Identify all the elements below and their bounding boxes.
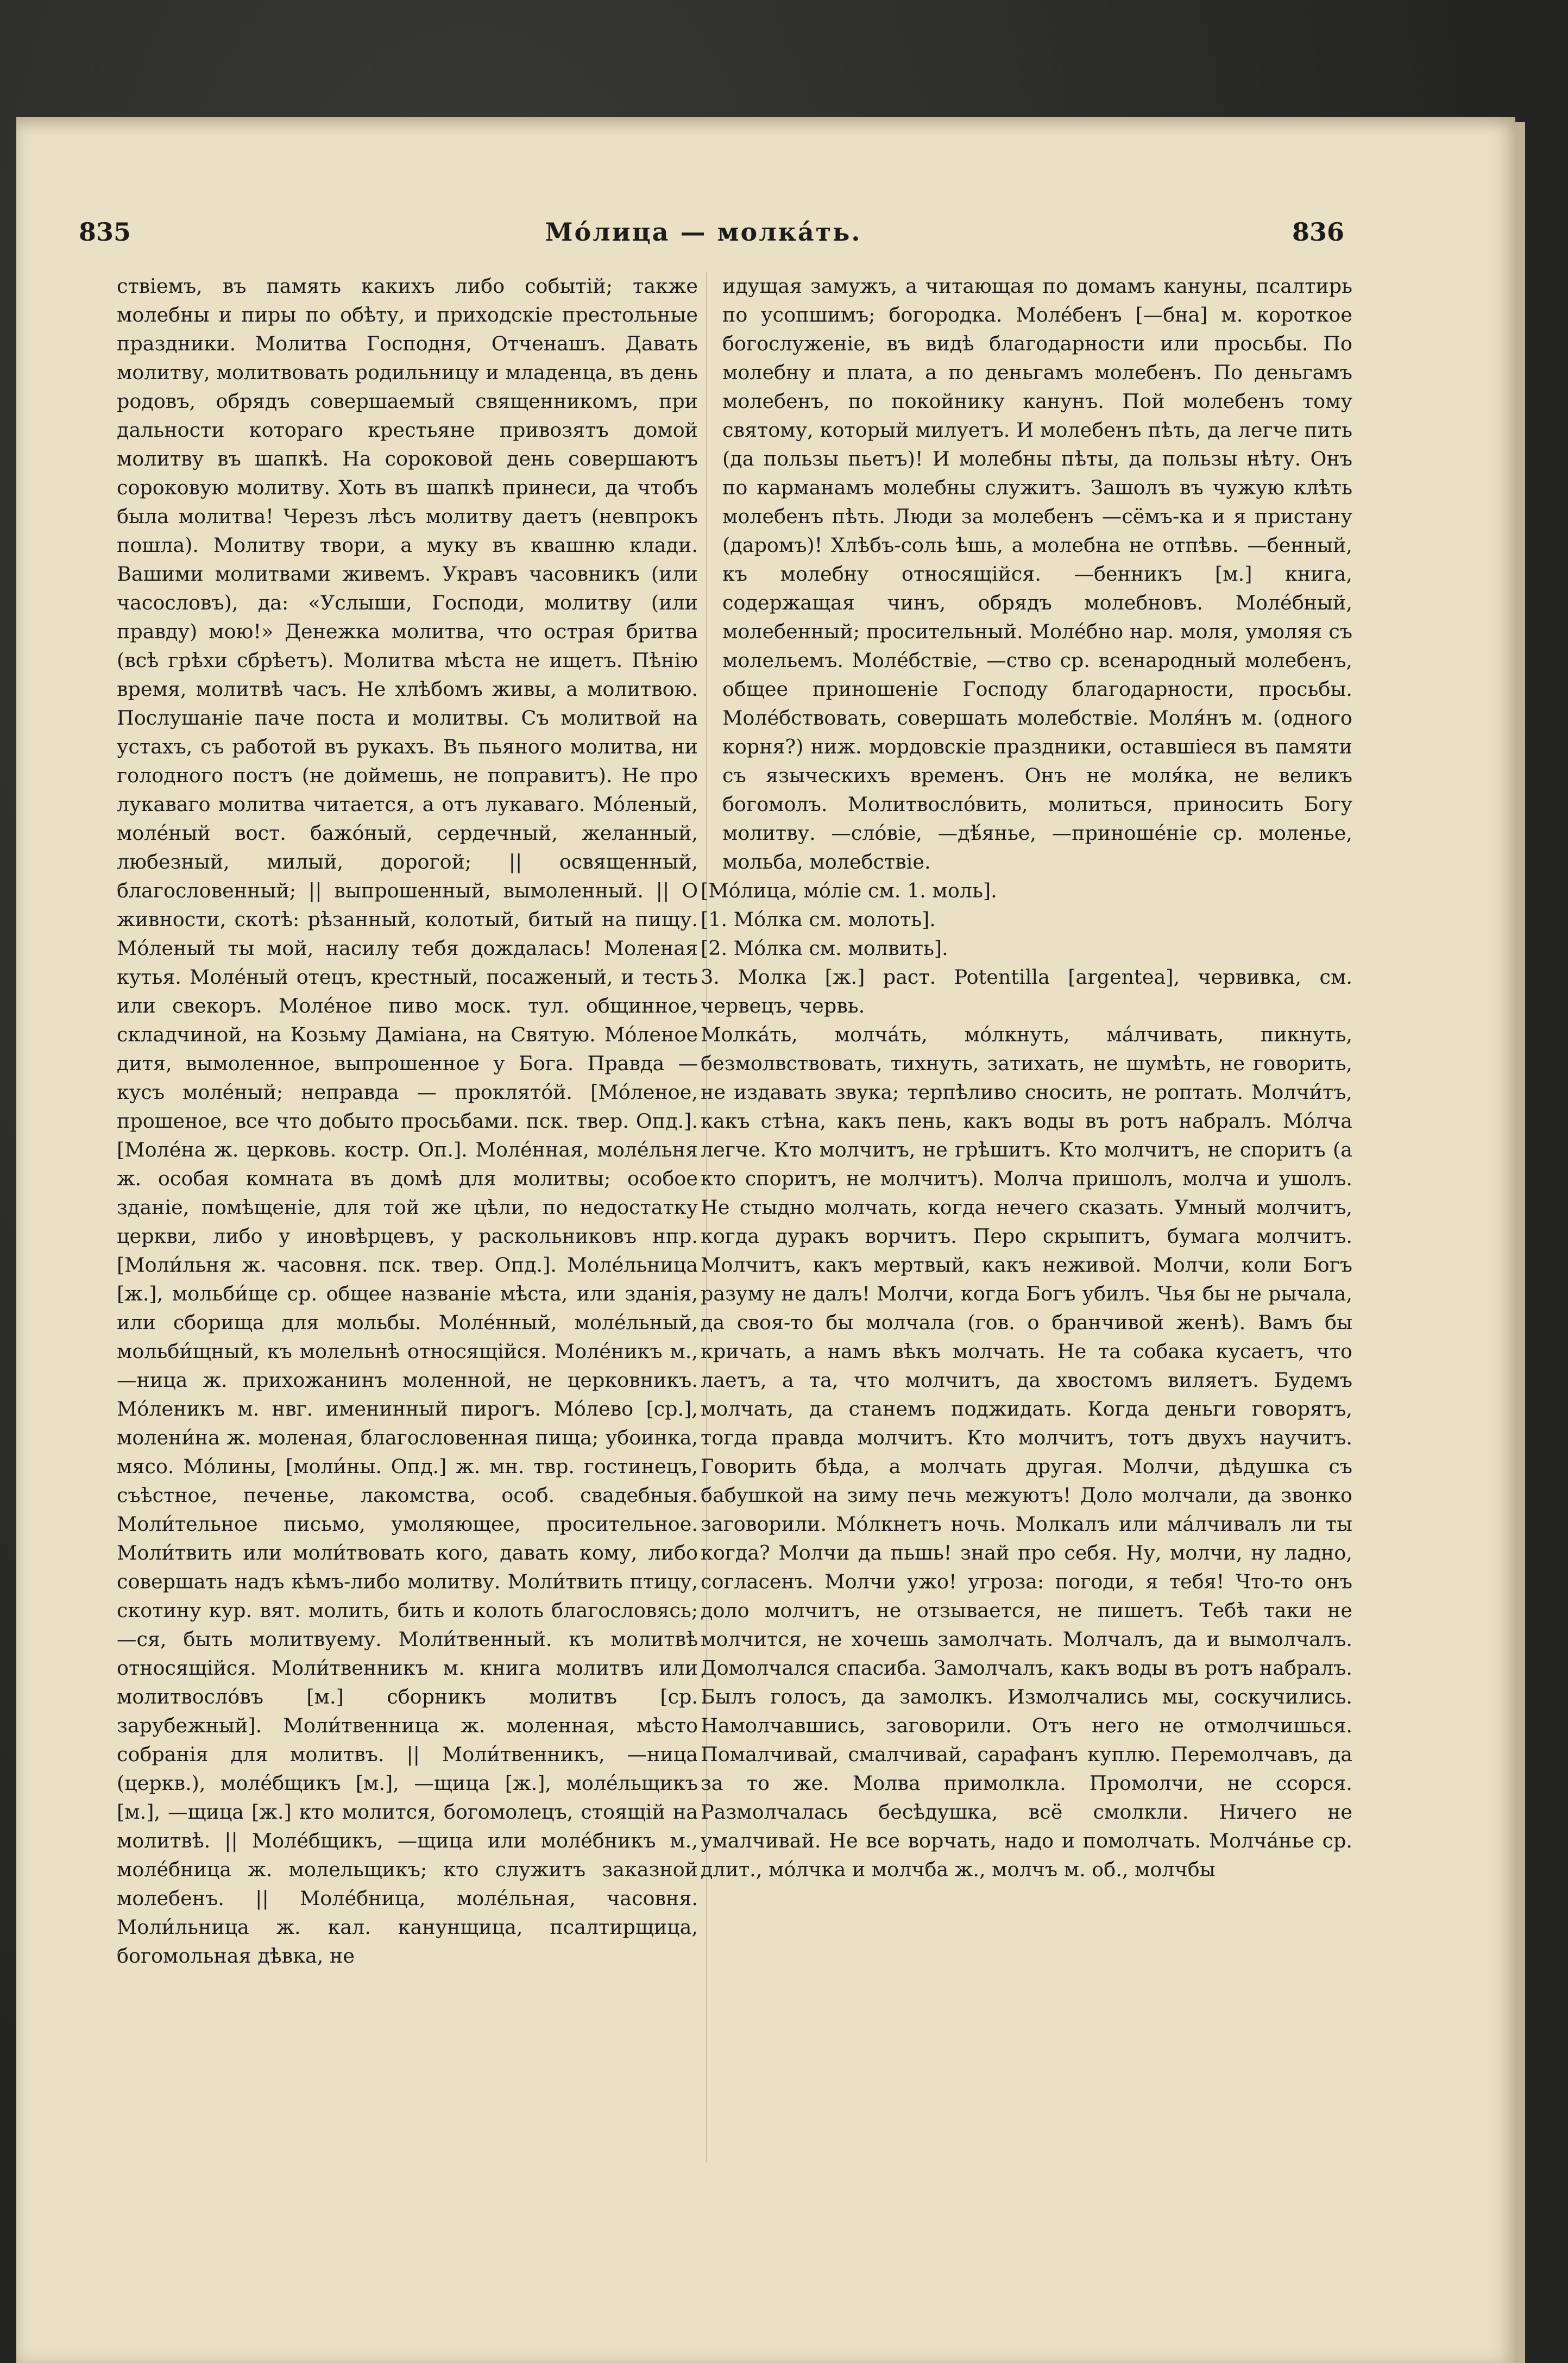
page-number-left: 835 [79,217,131,247]
entry-molka-1: [1. Мо́лка см. молоть]. [701,908,936,931]
entry-molka-3: 3. Молка [ж.] раст. Potentilla [argentea], червивка, см. червецъ, червь. [701,965,1352,1017]
page-title: Мо́лица — молка́ть. [545,217,862,247]
running-header [62,217,1344,255]
entry-molka-2: [2. Мо́лка см. молвить]. [701,937,948,960]
entry-molitsa: [Мо́лица, мо́ліе см. 1. моль]. [701,879,997,902]
right-column-text-1: идущая замужъ, а читающая по домамъ кануны, псалтирь по усопшимъ; богородка. Моле́бенъ [—бна] м. короткое богослуженіе, въ видѣ благодарности или просьбы. По молебну и плата, а по деньгамъ молебенъ. По деньгамъ молебенъ, по покойнику канунъ. Пой молебенъ тому святому, который милуетъ. И молебенъ пѣть, да легче пить (да пользы пьетъ)! И молебны пѣты, да пользы нѣту. Онъ по карманамъ молебны служитъ. Зашолъ въ чужую клѣть молебенъ пѣть. Люди за молебенъ —сёмъ-ка и я пристану (даромъ)! Хлѣбъ-соль ѣшь, а молебна не отпѣвь. —бенный, къ молебну относящійся. —бенникъ [м.] книга, содержащая чинъ, обрядъ молебновъ. Моле́бный, молебенный; просительный. Моле́бно нар. моля, умоляя съ молельемъ. Моле́бствіе, —ство ср. всенародный молебенъ, общее приношеніе Господу благодарности, просьбы. Моле́бствовать, совершать молебствіе. Моля́нъ м. (одного корня?) ниж. мордовскіе праздники, оставшіеся въ памяти съ языческихъ временъ. Онъ не моля́ка, не великъ богомолъ. Молитвосло́вить, молиться, приносить Богу молитву. —сло́віе, —дѣ́янье, —приноше́ніе ср. моленье, мольба, молебствіе. [722,274,1352,873]
left-column-text: ствіемъ, въ память какихъ либо событій; также молебны и пиры по обѣту, и приходскіе престольные праздники. Молитва Господня, Отченашъ. Давать молитву, молитвовать родильницу и младенца, въ день родовъ, обрядъ совершаемый священникомъ, при дальности котораго крестьяне привозятъ домой молитву въ шапкѣ. На сороковой день совершаютъ сороковую молитву. Хоть въ шапкѣ принеси, да чтобъ была молитва! Черезъ лѣсъ молитву даетъ (невпрокъ пошла). Молитву твори, а муку въ квашню клади. Вашими молитвами живемъ. Укравъ часовникъ (или часословъ), да: «Услыши, Господи, молитву (или правду) мою!» Денежка молитва, что острая бритва (всѣ грѣхи сбрѣетъ). Молитва мѣста не ищетъ. Пѣнію время, молитвѣ часъ. Не хлѣбомъ живы, а молитвою. Послушаніе паче поста и молитвы. Съ молитвой на устахъ, съ работой въ рукахъ. Въ пьяного молитва, ни голодного постъ (не доймешь, не поправитъ). Не про лукаваго молитва читается, а отъ лукаваго. Мо́леный, моле́ный вост. бажо́ный, сердечный, желанный, любезный, милый, дорогой; || освященный, благословенный; || выпрошенный, вымоленный. || О живности, скотѣ: рѣзанный, колотый, битый на пищу. Мо́леный ты мой, насилу тебя дождалась! Моленая кутья. Моле́ный отецъ, крестный, посаженый, и тесть или свекоръ. Моле́ное пиво моск. тул. общинное, складчиной, на Козьму Даміана, на Святую. Мо́леное дитя, вымоленное, выпрошенное у Бога. Правда — кусъ моле́ный; неправда — проклято́й. [Мо́леное, прошеное, все что добыто просьбами. пск. твер. Опд.]. [Моле́на ж. церковь. костр. Оп.]. Моле́нная, моле́льня ж. особая комната въ домѣ для молитвы; особое зданіе, помѣщеніе, для той же цѣли, по недостатку церкви, либо у иновѣрцевъ, у раскольниковъ нпр. [Моли́льня ж. часовня. пск. твер. Опд.]. Моле́льница [ж.], мольби́ще ср. общее названіе мѣста, или зданія, или сборища для мольбы. Моле́нный, моле́льный, мольби́щный, къ молельнѣ относящійся. Моле́никъ м., —ница ж. прихожанинъ моленной, не церковникъ. Мо́леникъ м. нвг. именинный пирогъ. Мо́лево [ср.], молени́на ж. моленая, благословенная пища; убоинка, мясо. Мо́лины, [моли́ны. Опд.] ж. мн. твр. гостинецъ, съѣстное, печенье, лакомства, особ. свадебныя. Моли́тельное письмо, умоляющее, просительное. Моли́твить или моли́твовать кого, давать кому, либо совершать надъ кѣмъ-либо молитву. Моли́твить птицу, скотину кур. вят. молить, бить и колоть благословясь; —ся, быть молитвуему. Моли́твенный. къ молитвѣ относящійся. Моли́твенникъ м. книга молитвъ или молитвосло́въ [м.] сборникъ молитвъ [ср. зарубежный]. Моли́твенница ж. моленная, мѣсто собранія для молитвъ. || Моли́твенникъ, —ница (церкв.), моле́бщикъ [м.], —щица [ж.], моле́льщикъ [м.], —щица [ж.] кто молится, богомолецъ, стоящій на молитвѣ. || Моле́бщикъ, —щица или моле́бникъ м., моле́бница ж. молельщикъ; кто служитъ заказной молебенъ. || Моле́бница, моле́льная, часовня. Моли́льница ж. кал. канунщица, псалтирщица, богомольная дѣвка, не [117,274,698,1968]
entry-molkat: Молка́ть, молча́ть, мо́лкнуть, ма́лчивать, пикнуть, безмолвствовать, тихнуть, затихать, не шумѣть, не говорить, не издавать звука; терпѣливо сносить, не роптать. Молчи́тъ, какъ стѣна, какъ пень, какъ воды въ ротъ набралъ. Мо́лча легче. Кто молчитъ, не грѣшитъ. Кто молчитъ, не споритъ (а кто споритъ, не молчитъ). Молча пришолъ, молча и ушолъ. Не стыдно молчать, когда нечего сказать. Умный молчитъ, когда дуракъ ворчитъ. Перо скрыпитъ, бумага молчитъ. Молчитъ, какъ мертвый, какъ неживой. Молчи, коли Богъ разуму не далъ! Молчи, когда Богъ убилъ. Чья бы не рычала, да своя-то бы молчала (гов. о бранчивой женѣ). Вамъ бы кричать, а намъ вѣкъ молчать. Не та собака кусаетъ, что лаетъ, а та, что молчитъ, да хвостомъ виляетъ. Будемъ молчать, да станемъ поджидать. Когда деньги говорятъ, тогда правда молчитъ. Кто молчитъ, тотъ двухъ научитъ. Говорить бѣда, а молчать другая. Молчи, дѣдушка съ бабушкой на зиму печь межуютъ! Доло молчали, да звонко заговорили. Мо́лкнетъ ночь. Молкалъ или ма́лчивалъ ли ты когда? Молчи да пьшь! знай про себя. Ну, молчи, ну ладно, согласенъ. Молчи ужо! угроза: погоди, я тебя! Что-то онъ доло молчитъ, не отзывается, не пишетъ. Тебѣ таки не молчится, не хочешь замолчать. Молчалъ, да и вымолчалъ. Домолчался спасиба. Замолчалъ, какъ воды въ ротъ набралъ. Былъ голосъ, да замолкъ. Измолчались мы, соскучились. Намолчавшись, заговорили. Отъ него не отмолчишься. Помалчивай, смалчивай, сарафанъ куплю. Перемолчавъ, да за то же. Молва примолкла. Промолчи, не ссорся. Размолчалась бесѣдушка, всё смолкли. Ничего не умалчивай. Не все ворчать, надо и помолчать. Молча́нье ср. длит., мо́лчка и молчба ж., молчъ м. об., молчбы [701,1023,1352,1881]
page-edge [1515,122,1525,2363]
right-column [701,272,1352,1884]
page-number-right: 836 [1292,217,1344,247]
left-column [117,272,698,1970]
